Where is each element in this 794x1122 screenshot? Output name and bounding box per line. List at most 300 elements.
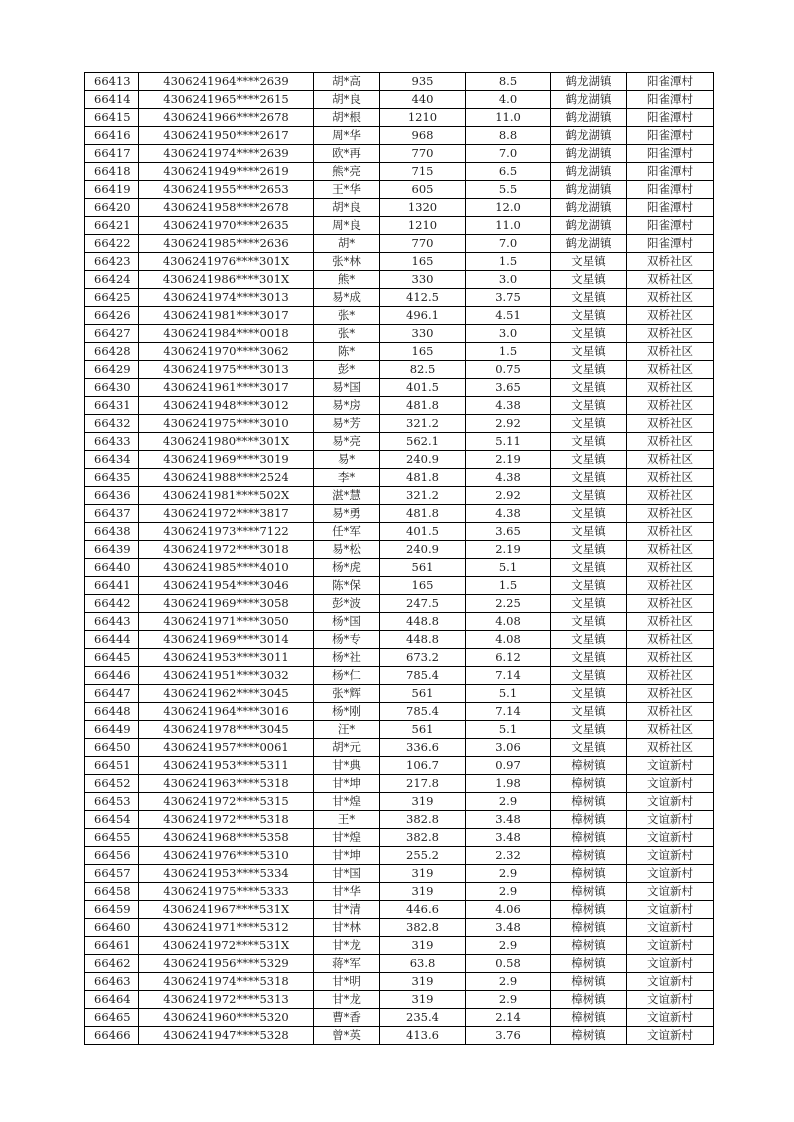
- row-number-cell: 66439: [85, 541, 139, 559]
- table-row: [85, 343, 714, 361]
- area-cell: 2.9: [466, 937, 551, 955]
- village-cell: 双桥社区: [627, 451, 714, 469]
- table-row: [85, 145, 714, 163]
- id-number-cell: 4306241981****3017: [139, 307, 314, 325]
- table-row: [85, 217, 714, 235]
- town-cell: 文星镇: [551, 271, 627, 289]
- amount-cell: 401.5: [380, 523, 466, 541]
- person-name-cell: 易*松: [314, 541, 380, 559]
- person-name-cell: 甘*林: [314, 919, 380, 937]
- area-cell: 2.9: [466, 973, 551, 991]
- person-name-cell: 甘*龙: [314, 937, 380, 955]
- town-cell: 鹤龙湖镇: [551, 217, 627, 235]
- village-cell: 文谊新村: [627, 919, 714, 937]
- area-cell: 5.1: [466, 559, 551, 577]
- row-number-cell: 66443: [85, 613, 139, 631]
- village-cell: 双桥社区: [627, 307, 714, 325]
- table-row: [85, 415, 714, 433]
- id-number-cell: 4306241970****3062: [139, 343, 314, 361]
- table-row: [85, 91, 714, 109]
- area-cell: 3.06: [466, 739, 551, 757]
- id-number-cell: 4306241953****5334: [139, 865, 314, 883]
- village-cell: 双桥社区: [627, 613, 714, 631]
- id-number-cell: 4306241964****2639: [139, 73, 314, 91]
- person-name-cell: 周*华: [314, 127, 380, 145]
- amount-cell: 336.6: [380, 739, 466, 757]
- area-cell: 2.19: [466, 541, 551, 559]
- person-name-cell: 甘*煌: [314, 793, 380, 811]
- table-row: [85, 613, 714, 631]
- person-name-cell: 曹*香: [314, 1009, 380, 1027]
- town-cell: 樟树镇: [551, 1027, 627, 1045]
- amount-cell: 82.5: [380, 361, 466, 379]
- amount-cell: 247.5: [380, 595, 466, 613]
- person-name-cell: 王*华: [314, 181, 380, 199]
- area-cell: 0.75: [466, 361, 551, 379]
- area-cell: 7.0: [466, 235, 551, 253]
- amount-cell: 165: [380, 343, 466, 361]
- amount-cell: 562.1: [380, 433, 466, 451]
- town-cell: 文星镇: [551, 685, 627, 703]
- village-cell: 双桥社区: [627, 253, 714, 271]
- table-row: [85, 775, 714, 793]
- amount-cell: 1210: [380, 109, 466, 127]
- area-cell: 4.38: [466, 505, 551, 523]
- area-cell: 11.0: [466, 109, 551, 127]
- amount-cell: 240.9: [380, 451, 466, 469]
- town-cell: 樟树镇: [551, 847, 627, 865]
- area-cell: 3.48: [466, 919, 551, 937]
- amount-cell: 165: [380, 577, 466, 595]
- town-cell: 文星镇: [551, 595, 627, 613]
- village-cell: 双桥社区: [627, 595, 714, 613]
- village-cell: 双桥社区: [627, 325, 714, 343]
- id-number-cell: 4306241986****301X: [139, 271, 314, 289]
- amount-cell: 240.9: [380, 541, 466, 559]
- id-number-cell: 4306241953****5311: [139, 757, 314, 775]
- table-row: [85, 703, 714, 721]
- area-cell: 1.5: [466, 577, 551, 595]
- area-cell: 7.14: [466, 703, 551, 721]
- table-row: [85, 865, 714, 883]
- town-cell: 文星镇: [551, 415, 627, 433]
- id-number-cell: 4306241973****7122: [139, 523, 314, 541]
- village-cell: 双桥社区: [627, 397, 714, 415]
- amount-cell: 440: [380, 91, 466, 109]
- table-row: [85, 721, 714, 739]
- area-cell: 5.1: [466, 721, 551, 739]
- town-cell: 樟树镇: [551, 937, 627, 955]
- person-name-cell: 甘*明: [314, 973, 380, 991]
- amount-cell: 321.2: [380, 415, 466, 433]
- village-cell: 阳雀潭村: [627, 235, 714, 253]
- table-row: [85, 109, 714, 127]
- amount-cell: 63.8: [380, 955, 466, 973]
- row-number-cell: 66455: [85, 829, 139, 847]
- village-cell: 双桥社区: [627, 289, 714, 307]
- area-cell: 2.9: [466, 793, 551, 811]
- id-number-cell: 4306241976****5310: [139, 847, 314, 865]
- amount-cell: 321.2: [380, 487, 466, 505]
- amount-cell: 673.2: [380, 649, 466, 667]
- area-cell: 11.0: [466, 217, 551, 235]
- id-number-cell: 4306241960****5320: [139, 1009, 314, 1027]
- village-cell: 阳雀潭村: [627, 109, 714, 127]
- table-row: [85, 127, 714, 145]
- village-cell: 阳雀潭村: [627, 73, 714, 91]
- id-number-cell: 4306241969****3058: [139, 595, 314, 613]
- person-name-cell: 杨*仁: [314, 667, 380, 685]
- village-cell: 双桥社区: [627, 415, 714, 433]
- id-number-cell: 4306241972****5313: [139, 991, 314, 1009]
- town-cell: 樟树镇: [551, 865, 627, 883]
- person-name-cell: 张*林: [314, 253, 380, 271]
- town-cell: 文星镇: [551, 577, 627, 595]
- amount-cell: 319: [380, 973, 466, 991]
- table-row: [85, 253, 714, 271]
- village-cell: 双桥社区: [627, 361, 714, 379]
- table-row: [85, 883, 714, 901]
- village-cell: 文谊新村: [627, 829, 714, 847]
- amount-cell: 319: [380, 937, 466, 955]
- id-number-cell: 4306241972****5315: [139, 793, 314, 811]
- id-number-cell: 4306241956****5329: [139, 955, 314, 973]
- area-cell: 2.9: [466, 883, 551, 901]
- town-cell: 文星镇: [551, 649, 627, 667]
- village-cell: 双桥社区: [627, 703, 714, 721]
- id-number-cell: 4306241951****3032: [139, 667, 314, 685]
- amount-cell: 481.8: [380, 505, 466, 523]
- row-number-cell: 66463: [85, 973, 139, 991]
- town-cell: 鹤龙湖镇: [551, 91, 627, 109]
- id-number-cell: 4306241954****3046: [139, 577, 314, 595]
- id-number-cell: 4306241949****2619: [139, 163, 314, 181]
- table-row: [85, 361, 714, 379]
- town-cell: 樟树镇: [551, 757, 627, 775]
- village-cell: 文谊新村: [627, 991, 714, 1009]
- table-row: [85, 541, 714, 559]
- row-number-cell: 66414: [85, 91, 139, 109]
- id-number-cell: 4306241958****2678: [139, 199, 314, 217]
- id-number-cell: 4306241966****2678: [139, 109, 314, 127]
- amount-cell: 446.6: [380, 901, 466, 919]
- area-cell: 4.08: [466, 613, 551, 631]
- person-name-cell: 任*军: [314, 523, 380, 541]
- amount-cell: 968: [380, 127, 466, 145]
- id-number-cell: 4306241948****3012: [139, 397, 314, 415]
- row-number-cell: 66427: [85, 325, 139, 343]
- table-row: [85, 739, 714, 757]
- village-cell: 阳雀潭村: [627, 91, 714, 109]
- id-number-cell: 4306241974****2639: [139, 145, 314, 163]
- data-table: [84, 72, 714, 1045]
- area-cell: 3.65: [466, 379, 551, 397]
- row-number-cell: 66413: [85, 73, 139, 91]
- village-cell: 文谊新村: [627, 811, 714, 829]
- row-number-cell: 66423: [85, 253, 139, 271]
- town-cell: 樟树镇: [551, 1009, 627, 1027]
- village-cell: 文谊新村: [627, 937, 714, 955]
- table-row: [85, 397, 714, 415]
- row-number-cell: 66429: [85, 361, 139, 379]
- table-row: [85, 757, 714, 775]
- id-number-cell: 4306241950****2617: [139, 127, 314, 145]
- table-row: [85, 847, 714, 865]
- town-cell: 樟树镇: [551, 991, 627, 1009]
- amount-cell: 561: [380, 559, 466, 577]
- id-number-cell: 4306241953****3011: [139, 649, 314, 667]
- person-name-cell: 熊*亮: [314, 163, 380, 181]
- row-number-cell: 66425: [85, 289, 139, 307]
- village-cell: 双桥社区: [627, 379, 714, 397]
- id-number-cell: 4306241972****5318: [139, 811, 314, 829]
- table-row: [85, 271, 714, 289]
- id-number-cell: 4306241978****3045: [139, 721, 314, 739]
- id-number-cell: 4306241975****5333: [139, 883, 314, 901]
- table-row: [85, 559, 714, 577]
- village-cell: 文谊新村: [627, 775, 714, 793]
- amount-cell: 785.4: [380, 667, 466, 685]
- row-number-cell: 66451: [85, 757, 139, 775]
- village-cell: 阳雀潭村: [627, 163, 714, 181]
- row-number-cell: 66415: [85, 109, 139, 127]
- village-cell: 双桥社区: [627, 631, 714, 649]
- village-cell: 双桥社区: [627, 487, 714, 505]
- amount-cell: 382.8: [380, 811, 466, 829]
- area-cell: 4.08: [466, 631, 551, 649]
- person-name-cell: 胡*元: [314, 739, 380, 757]
- area-cell: 5.11: [466, 433, 551, 451]
- village-cell: 文谊新村: [627, 1027, 714, 1045]
- town-cell: 樟树镇: [551, 793, 627, 811]
- person-name-cell: 甘*清: [314, 901, 380, 919]
- person-name-cell: 王*: [314, 811, 380, 829]
- person-name-cell: 陈*保: [314, 577, 380, 595]
- person-name-cell: 张*: [314, 325, 380, 343]
- town-cell: 樟树镇: [551, 829, 627, 847]
- area-cell: 7.14: [466, 667, 551, 685]
- amount-cell: 496.1: [380, 307, 466, 325]
- amount-cell: 715: [380, 163, 466, 181]
- person-name-cell: 胡*: [314, 235, 380, 253]
- amount-cell: 770: [380, 145, 466, 163]
- village-cell: 双桥社区: [627, 721, 714, 739]
- person-name-cell: 李*: [314, 469, 380, 487]
- row-number-cell: 66432: [85, 415, 139, 433]
- id-number-cell: 4306241972****531X: [139, 937, 314, 955]
- town-cell: 鹤龙湖镇: [551, 145, 627, 163]
- row-number-cell: 66428: [85, 343, 139, 361]
- amount-cell: 935: [380, 73, 466, 91]
- table-row: [85, 685, 714, 703]
- table-row: [85, 973, 714, 991]
- row-number-cell: 66441: [85, 577, 139, 595]
- table-row: [85, 433, 714, 451]
- row-number-cell: 66450: [85, 739, 139, 757]
- row-number-cell: 66453: [85, 793, 139, 811]
- table-row: [85, 505, 714, 523]
- id-number-cell: 4306241988****2524: [139, 469, 314, 487]
- area-cell: 4.51: [466, 307, 551, 325]
- row-number-cell: 66456: [85, 847, 139, 865]
- table-row: [85, 1009, 714, 1027]
- village-cell: 文谊新村: [627, 793, 714, 811]
- town-cell: 文星镇: [551, 487, 627, 505]
- table-row: [85, 307, 714, 325]
- row-number-cell: 66449: [85, 721, 139, 739]
- town-cell: 文星镇: [551, 343, 627, 361]
- town-cell: 鹤龙湖镇: [551, 73, 627, 91]
- area-cell: 5.5: [466, 181, 551, 199]
- area-cell: 7.0: [466, 145, 551, 163]
- village-cell: 文谊新村: [627, 883, 714, 901]
- row-number-cell: 66459: [85, 901, 139, 919]
- row-number-cell: 66438: [85, 523, 139, 541]
- person-name-cell: 易*房: [314, 397, 380, 415]
- area-cell: 3.76: [466, 1027, 551, 1045]
- town-cell: 鹤龙湖镇: [551, 235, 627, 253]
- person-name-cell: 易*成: [314, 289, 380, 307]
- person-name-cell: 胡*高: [314, 73, 380, 91]
- person-name-cell: 甘*坤: [314, 775, 380, 793]
- table-row: [85, 523, 714, 541]
- row-number-cell: 66417: [85, 145, 139, 163]
- area-cell: 2.25: [466, 595, 551, 613]
- town-cell: 鹤龙湖镇: [551, 181, 627, 199]
- row-number-cell: 66447: [85, 685, 139, 703]
- table-row: [85, 199, 714, 217]
- amount-cell: 319: [380, 991, 466, 1009]
- amount-cell: 605: [380, 181, 466, 199]
- person-name-cell: 杨*虎: [314, 559, 380, 577]
- row-number-cell: 66452: [85, 775, 139, 793]
- id-number-cell: 4306241975****3010: [139, 415, 314, 433]
- area-cell: 2.9: [466, 991, 551, 1009]
- person-name-cell: 易*芳: [314, 415, 380, 433]
- person-name-cell: 易*亮: [314, 433, 380, 451]
- row-number-cell: 66464: [85, 991, 139, 1009]
- area-cell: 1.5: [466, 253, 551, 271]
- row-number-cell: 66446: [85, 667, 139, 685]
- town-cell: 樟树镇: [551, 811, 627, 829]
- row-number-cell: 66444: [85, 631, 139, 649]
- row-number-cell: 66434: [85, 451, 139, 469]
- amount-cell: 165: [380, 253, 466, 271]
- person-name-cell: 张*: [314, 307, 380, 325]
- table-row: [85, 919, 714, 937]
- id-number-cell: 4306241981****502X: [139, 487, 314, 505]
- table-row: [85, 181, 714, 199]
- village-cell: 双桥社区: [627, 649, 714, 667]
- table-row: [85, 163, 714, 181]
- area-cell: 0.97: [466, 757, 551, 775]
- person-name-cell: 甘*华: [314, 883, 380, 901]
- row-number-cell: 66424: [85, 271, 139, 289]
- amount-cell: 330: [380, 325, 466, 343]
- village-cell: 文谊新村: [627, 865, 714, 883]
- person-name-cell: 彭*: [314, 361, 380, 379]
- person-name-cell: 湛*慧: [314, 487, 380, 505]
- village-cell: 文谊新村: [627, 901, 714, 919]
- table-row: [85, 469, 714, 487]
- town-cell: 文星镇: [551, 469, 627, 487]
- person-name-cell: 易*国: [314, 379, 380, 397]
- amount-cell: 382.8: [380, 829, 466, 847]
- id-number-cell: 4306241971****5312: [139, 919, 314, 937]
- amount-cell: 481.8: [380, 469, 466, 487]
- person-name-cell: 杨*专: [314, 631, 380, 649]
- row-number-cell: 66457: [85, 865, 139, 883]
- town-cell: 樟树镇: [551, 775, 627, 793]
- amount-cell: 1320: [380, 199, 466, 217]
- village-cell: 双桥社区: [627, 433, 714, 451]
- village-cell: 双桥社区: [627, 469, 714, 487]
- town-cell: 樟树镇: [551, 901, 627, 919]
- id-number-cell: 4306241955****2653: [139, 181, 314, 199]
- person-name-cell: 胡*根: [314, 109, 380, 127]
- id-number-cell: 4306241972****3817: [139, 505, 314, 523]
- row-number-cell: 66418: [85, 163, 139, 181]
- table-row: [85, 631, 714, 649]
- area-cell: 3.0: [466, 325, 551, 343]
- village-cell: 阳雀潭村: [627, 127, 714, 145]
- amount-cell: 412.5: [380, 289, 466, 307]
- area-cell: 3.0: [466, 271, 551, 289]
- person-name-cell: 杨*刚: [314, 703, 380, 721]
- id-number-cell: 4306241985****4010: [139, 559, 314, 577]
- town-cell: 文星镇: [551, 397, 627, 415]
- id-number-cell: 4306241969****3019: [139, 451, 314, 469]
- area-cell: 8.5: [466, 73, 551, 91]
- person-name-cell: 甘*煌: [314, 829, 380, 847]
- row-number-cell: 66416: [85, 127, 139, 145]
- table-row: [85, 667, 714, 685]
- row-number-cell: 66431: [85, 397, 139, 415]
- row-number-cell: 66433: [85, 433, 139, 451]
- amount-cell: 785.4: [380, 703, 466, 721]
- row-number-cell: 66462: [85, 955, 139, 973]
- amount-cell: 448.8: [380, 613, 466, 631]
- area-cell: 2.32: [466, 847, 551, 865]
- id-number-cell: 4306241972****3018: [139, 541, 314, 559]
- village-cell: 双桥社区: [627, 541, 714, 559]
- amount-cell: 319: [380, 793, 466, 811]
- person-name-cell: 周*良: [314, 217, 380, 235]
- row-number-cell: 66458: [85, 883, 139, 901]
- town-cell: 文星镇: [551, 433, 627, 451]
- table-row: [85, 235, 714, 253]
- town-cell: 文星镇: [551, 451, 627, 469]
- person-name-cell: 甘*国: [314, 865, 380, 883]
- table-row: [85, 937, 714, 955]
- area-cell: 3.65: [466, 523, 551, 541]
- area-cell: 4.06: [466, 901, 551, 919]
- row-number-cell: 66445: [85, 649, 139, 667]
- town-cell: 鹤龙湖镇: [551, 127, 627, 145]
- person-name-cell: 易*勇: [314, 505, 380, 523]
- area-cell: 8.8: [466, 127, 551, 145]
- row-number-cell: 66420: [85, 199, 139, 217]
- village-cell: 阳雀潭村: [627, 217, 714, 235]
- area-cell: 4.38: [466, 469, 551, 487]
- village-cell: 文谊新村: [627, 757, 714, 775]
- id-number-cell: 4306241974****3013: [139, 289, 314, 307]
- town-cell: 文星镇: [551, 253, 627, 271]
- area-cell: 0.58: [466, 955, 551, 973]
- village-cell: 阳雀潭村: [627, 199, 714, 217]
- person-name-cell: 甘*坤: [314, 847, 380, 865]
- person-name-cell: 胡*良: [314, 91, 380, 109]
